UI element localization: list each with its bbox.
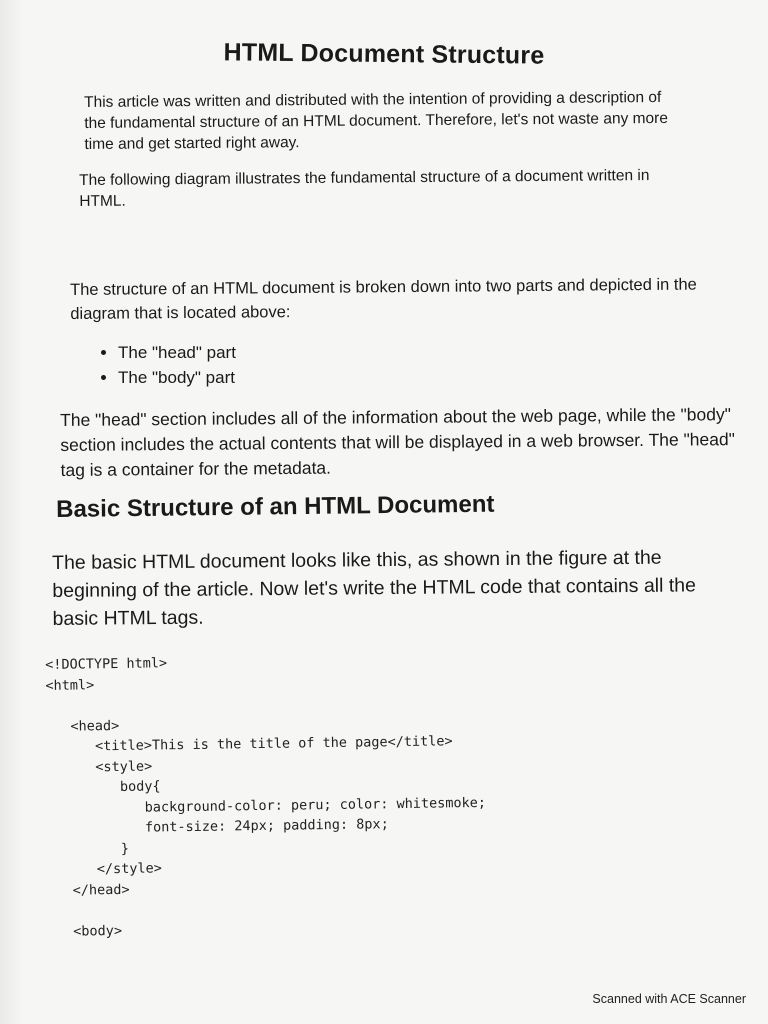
structure-paragraph: The structure of an HTML document is broken down into two parts and depicted in the diagram that is located above: xyxy=(70,275,697,323)
list-item: • The "head" part xyxy=(118,340,418,365)
code-sample: <!DOCTYPE html> <html> <head> <title>This is the title of the page</title> <style> body{ background-color: peru; color: whitesmoke; font-size: 24px; padding: 8px; } </style> </head> <body> xyxy=(45,655,487,940)
section-paragraph: The basic HTML document looks like this, as shown in the figure at the beginning of the article. Now let's write the HTML code that contains all the basic HTML tags. xyxy=(52,546,697,630)
intro-paragraph: This article was written and distributed with the intention of providing a description of the fundamental structure of an HTML document. Therefore, let's not waste any more time and get started right away. xyxy=(84,88,668,153)
document-title: HTML Document Structure xyxy=(223,38,545,70)
scan-shadow xyxy=(0,0,22,1024)
head-body-paragraph: The "head" section includes all of the information about the web page, while the "body" section includes the actual contents that will be displayed in a web browser. The "head" tag is a container for the metadata. xyxy=(60,404,735,480)
list-item: • The "body" part xyxy=(118,365,418,390)
diagram-paragraph: The following diagram illustrates the fundamental structure of a document written in HTML. xyxy=(79,167,650,210)
parts-list xyxy=(92,340,418,390)
scanner-watermark: Scanned with ACE Scanner xyxy=(592,992,746,1006)
section-heading: Basic Structure of an HTML Document xyxy=(56,490,495,523)
